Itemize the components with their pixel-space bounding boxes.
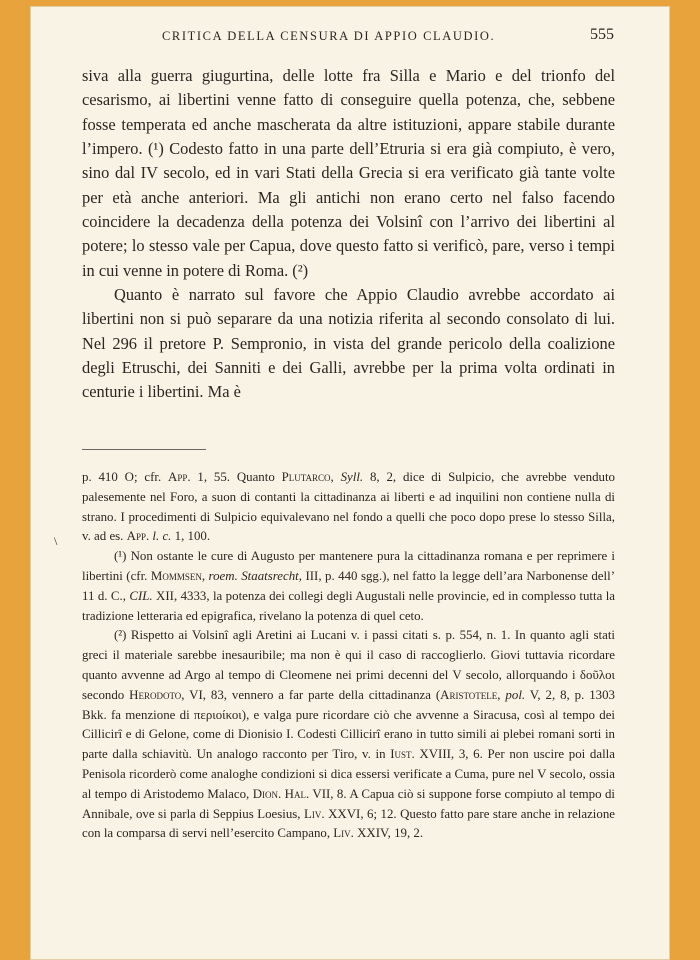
margin-mark: \ <box>54 534 58 548</box>
running-title: CRITICA DELLA CENSURA DI APPIO CLAUDIO. <box>162 29 496 43</box>
footnote-2: (²) Rispetto ai Volsinî agli Aretini ai Lucani v. i passi citati s. p. 554, n. 1. In quanto agli stati greci il materiale sarebbe inesauribile; ma non è qui il caso di raccoglierlo. Giovi tuttavia ricordare quanto avvenne ad Argo al tempo di Cleomene nei primi decenni del V secolo, allorquando i δοῦλοι secondo Herodoto, VI, 83, vennero a far parte della cittadinanza (Aristotele, pol. V, 2, 8, p. 1303 Bkk. fa menzione di περιοίκοι), e valga pure ricordare ciò che avvenne a Siracusa, così al tempo dei Cillicirî e di Gelone, come di Dionisio I. Codesti Cillicirî erano in tutto simili ai plebei romani sorti in parte dalla schiavitù. Un analogo racconto per Tiro, v. in Iust. XVIII, 3, 6. Per non uscire poi dalla Penisola ricorderò come analoghe condizioni si dica essersi verificate a Cuma, pure nel V secolo, ossia al tempo di Aristodemo Malaco, Dion. Hal. VII, 8. A Capua ciò si suppone forse compiuto al tempo di Annibale, ove si parla di Seppius Loesius, Liv. XXVI, 6; 12. Questo fatto pare stare anche in relazione con la comparsa di servi nell’esercito Campano, Liv. XXIV, 19, 2. <box>82 628 615 841</box>
paragraph: siva alla guerra giugurtina, delle lotte fra Silla e Mario e del trionfo del cesarismo, ai libertini venne fatto di conseguire quella potenza, che, sebbene fosse temperata ed anche mascherata da altre istituzioni, appare stabile durante l’impero. (¹) Codesto fatto in una parte dell’Etruria si era già compiuto, è vero, sino dal IV secolo, ed in vari Stati della Grecia si era verificato già tante volte per età anche anteriori. Ma gli antichi non erano certo nel falso facendo coincidere la decadenza della potenza dei Volsinî con l’arrivo dei libertini al potere; lo stesso vale per Capua, dove questo fatto si verificò, pare, verso i tempi in cui venne in potere di Roma. (²) <box>82 66 615 280</box>
footnote-continuation: p. 410 O; cfr. App. 1, 55. Quanto Plutarco, Syll. 8, 2, dice di Sulpicio, che avrebbe venduto palesemente nel Foro, a suon di contanti la cittadinanza ai liberti e ad inquilini non contiene nulla di strano. I procedimenti di Sulpicio equivalevano nel fondo a quelli che poco dopo prese lo stesso Silla, v. ad es. App. l. c. 1, 100. <box>82 470 615 544</box>
footnotes <box>82 468 615 844</box>
page-number: 555 <box>590 26 614 43</box>
main-text <box>82 64 615 405</box>
footnote-separator <box>82 449 206 450</box>
book-page <box>30 6 670 960</box>
page-header <box>82 26 618 48</box>
paragraph: Quanto è narrato sul favore che Appio Claudio avrebbe accordato ai libertini non si può separare da una notizia riferita al secondo consolato di lui. Nel 296 il pretore P. Sempronio, in vista del grande pericolo della coalizione degli Etruschi, dei Sanniti e dei Galli, avrebbe per la prima volta ordinati in centurie i libertini. Ma è <box>82 285 615 402</box>
footnote-1: (¹) Non ostante le cure di Augusto per mantenere pura la cittadinanza romana e per reprimere i libertini (cfr. Mommsen, roem. Staatsrecht, III, p. 440 sgg.), nel fatto la legge dell’ara Narbonense dell’ 11 d. C., CIL. XII, 4333, la potenza dei collegi degli Augustali nelle provincie, ed in complesso tutta la tradizione letteraria ed epigrafica, rivelano la potenza di quel ceto. <box>82 549 615 623</box>
